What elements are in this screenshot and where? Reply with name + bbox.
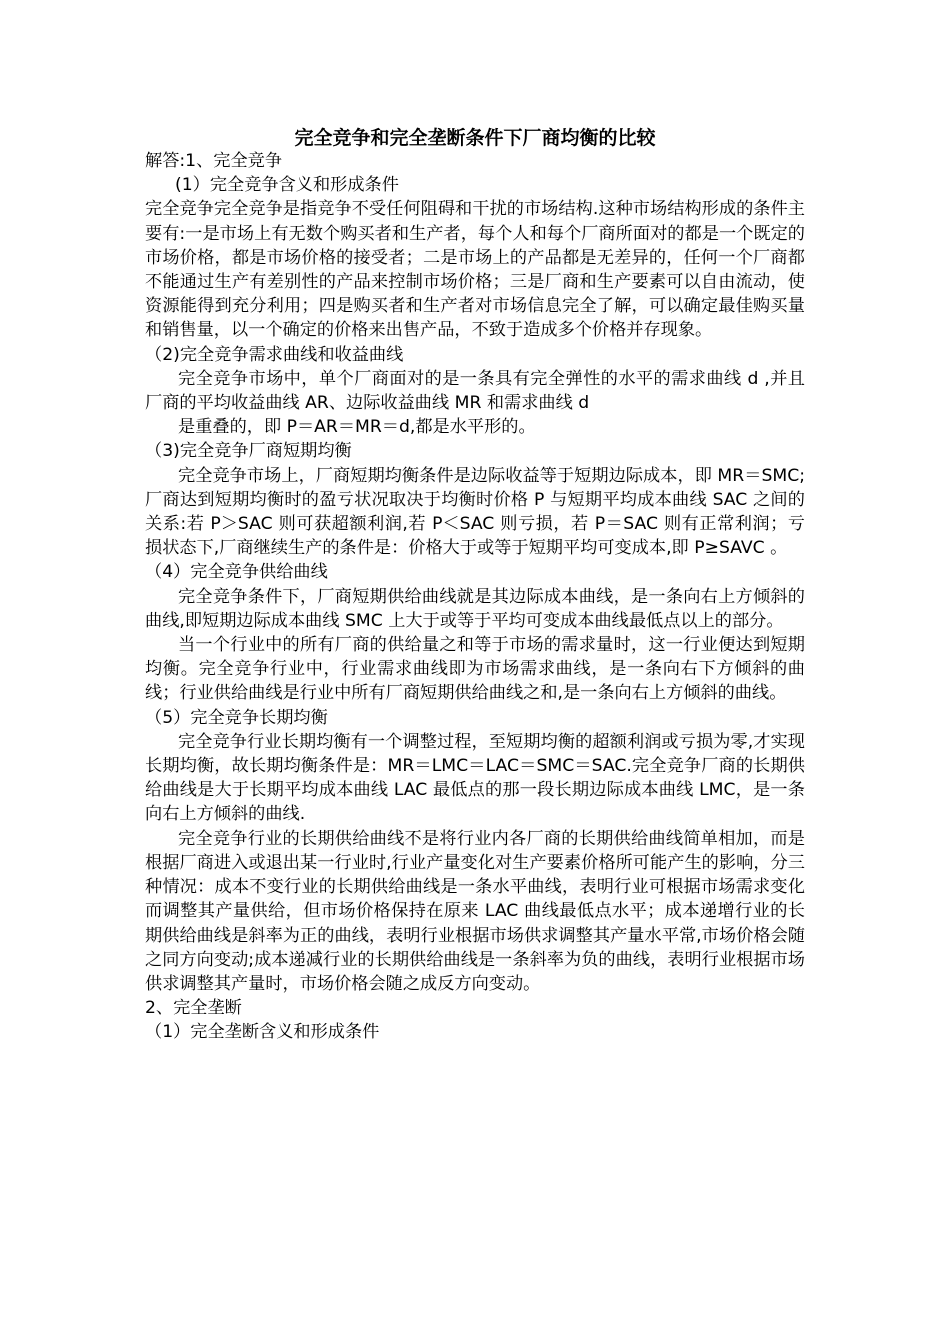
subheading-monopoly-definition: （1）完全垄断含义和形成条件 <box>145 1022 380 1043</box>
document-title: 完全竞争和完全垄断条件下厂商均衡的比较 <box>294 127 656 149</box>
subheading-long-run-equilibrium: （5）完全竞争长期均衡 <box>145 707 328 728</box>
section-heading-monopoly: 2、完全垄断 <box>145 998 242 1019</box>
paragraph-firm-supply-curve: 完全竞争条件下，厂商短期供给曲线就是其边际成本曲线，是一条向右上方倾斜的曲线,即短期边际成本曲线 SMC 上大于或等于平均可变成本曲线最低点以上的部分。 <box>145 586 805 631</box>
document-body <box>145 149 805 1045</box>
subheading-definition-conditions: (1）完全竞争含义和形成条件 <box>175 175 399 196</box>
paragraph-demand-curve: 完全竞争市场中，单个厂商面对的是一条具有完全弹性的水平的需求曲线 d ,并且厂商的平均收益曲线 AR、边际收益曲线 MR 和需求曲线 d <box>145 368 805 414</box>
section-heading-perfect-competition: 解答:1、完全竞争 <box>145 151 283 171</box>
paragraph-long-run-equilibrium: 完全竞争行业长期均衡有一个调整过程，至短期均衡的超额利润或亏损为零,才实现长期均衡，故长期均衡条件是：MR＝LMC＝LAC＝SMC＝SAC.完全竞争厂商的长期供给曲线是大于长期平均成本曲线 LAC 最低点的那一段长期边际成本曲线 LMC，是一条向右上方倾斜的曲线. <box>145 731 805 825</box>
paragraph-short-run-equilibrium: 完全竞争市场上，厂商短期均衡条件是边际收益等于短期边际成本，即 MR＝SMC;厂商达到短期均衡时的盈亏状况取决于均衡时价格 P 与短期平均成本曲线 SAC 之间的关系:若 P＞SAC 则可获超额利润,若 P＜SAC 则亏损，若 P＝SAC 则有正常利润；亏损状态下,厂商继续生产的条件是：价格大于或等于短期平均可变成本,即 P≥SAVC 。 <box>145 465 805 559</box>
subheading-short-run-equilibrium: （3)完全竞争厂商短期均衡 <box>145 441 352 462</box>
paragraph-overlap: 是重叠的，即 P＝AR＝MR＝d,都是水平形的。 <box>178 417 536 438</box>
subheading-demand-revenue-curves: （2)完全竞争需求曲线和收益曲线 <box>145 344 404 365</box>
paragraph-industry-long-run-supply: 完全竞争行业的长期供给曲线不是将行业内各厂商的长期供给曲线简单相加，而是根据厂商进入或退出某一行业时,行业产量变化对生产要素价格所可能产生的影响，分三种情况：成本不变行业的长期供给曲线是一条水平曲线，表明行业可根据市场需求变化而调整其产量供给，但市场价格保持在原来 LAC 曲线最低点水平；成本递增行业的长期供给曲线是斜率为正的曲线，表明行业根据市场供求调整其产量水平常,市场价格会随之同方向变动;成本递减行业的长期供给曲线是一条斜率为负的曲线，表明行业根据市场供求调整其产量时，市场价格会随之成反方向变动。 <box>145 828 805 994</box>
paragraph-industry-supply-curve: 当一个行业中的所有厂商的供给量之和等于市场的需求量时，这一行业便达到短期均衡。完全竞争行业中，行业需求曲线即为市场需求曲线，是一条向右下方倾斜的曲线；行业供给曲线是行业中所有厂商短期供给曲线之和,是一条向右上方倾斜的曲线。 <box>145 635 805 704</box>
subheading-supply-curve: （4）完全竞争供给曲线 <box>145 562 328 583</box>
paragraph-definition: 完全竞争完全竞争是指竞争不受任何阻碍和干扰的市场结构.这种市场结构形成的条件主要有:一是市场上有无数个购买者和生产者，每个人和每个厂商所面对的都是一个既定的市场价格，都是市场价格的接受者；二是市场上的产品都是无差异的，任何一个厂商都不能通过生产有差别性的产品来控制市场价格；三是厂商和生产要素可以自由流动，使资源能得到充分利用；四是购买者和生产者对市场信息完全了解，可以确定最佳购买量和销售量，以一个确定的价格来出售产品，不致于造成多个价格并存现象。 <box>145 199 805 341</box>
